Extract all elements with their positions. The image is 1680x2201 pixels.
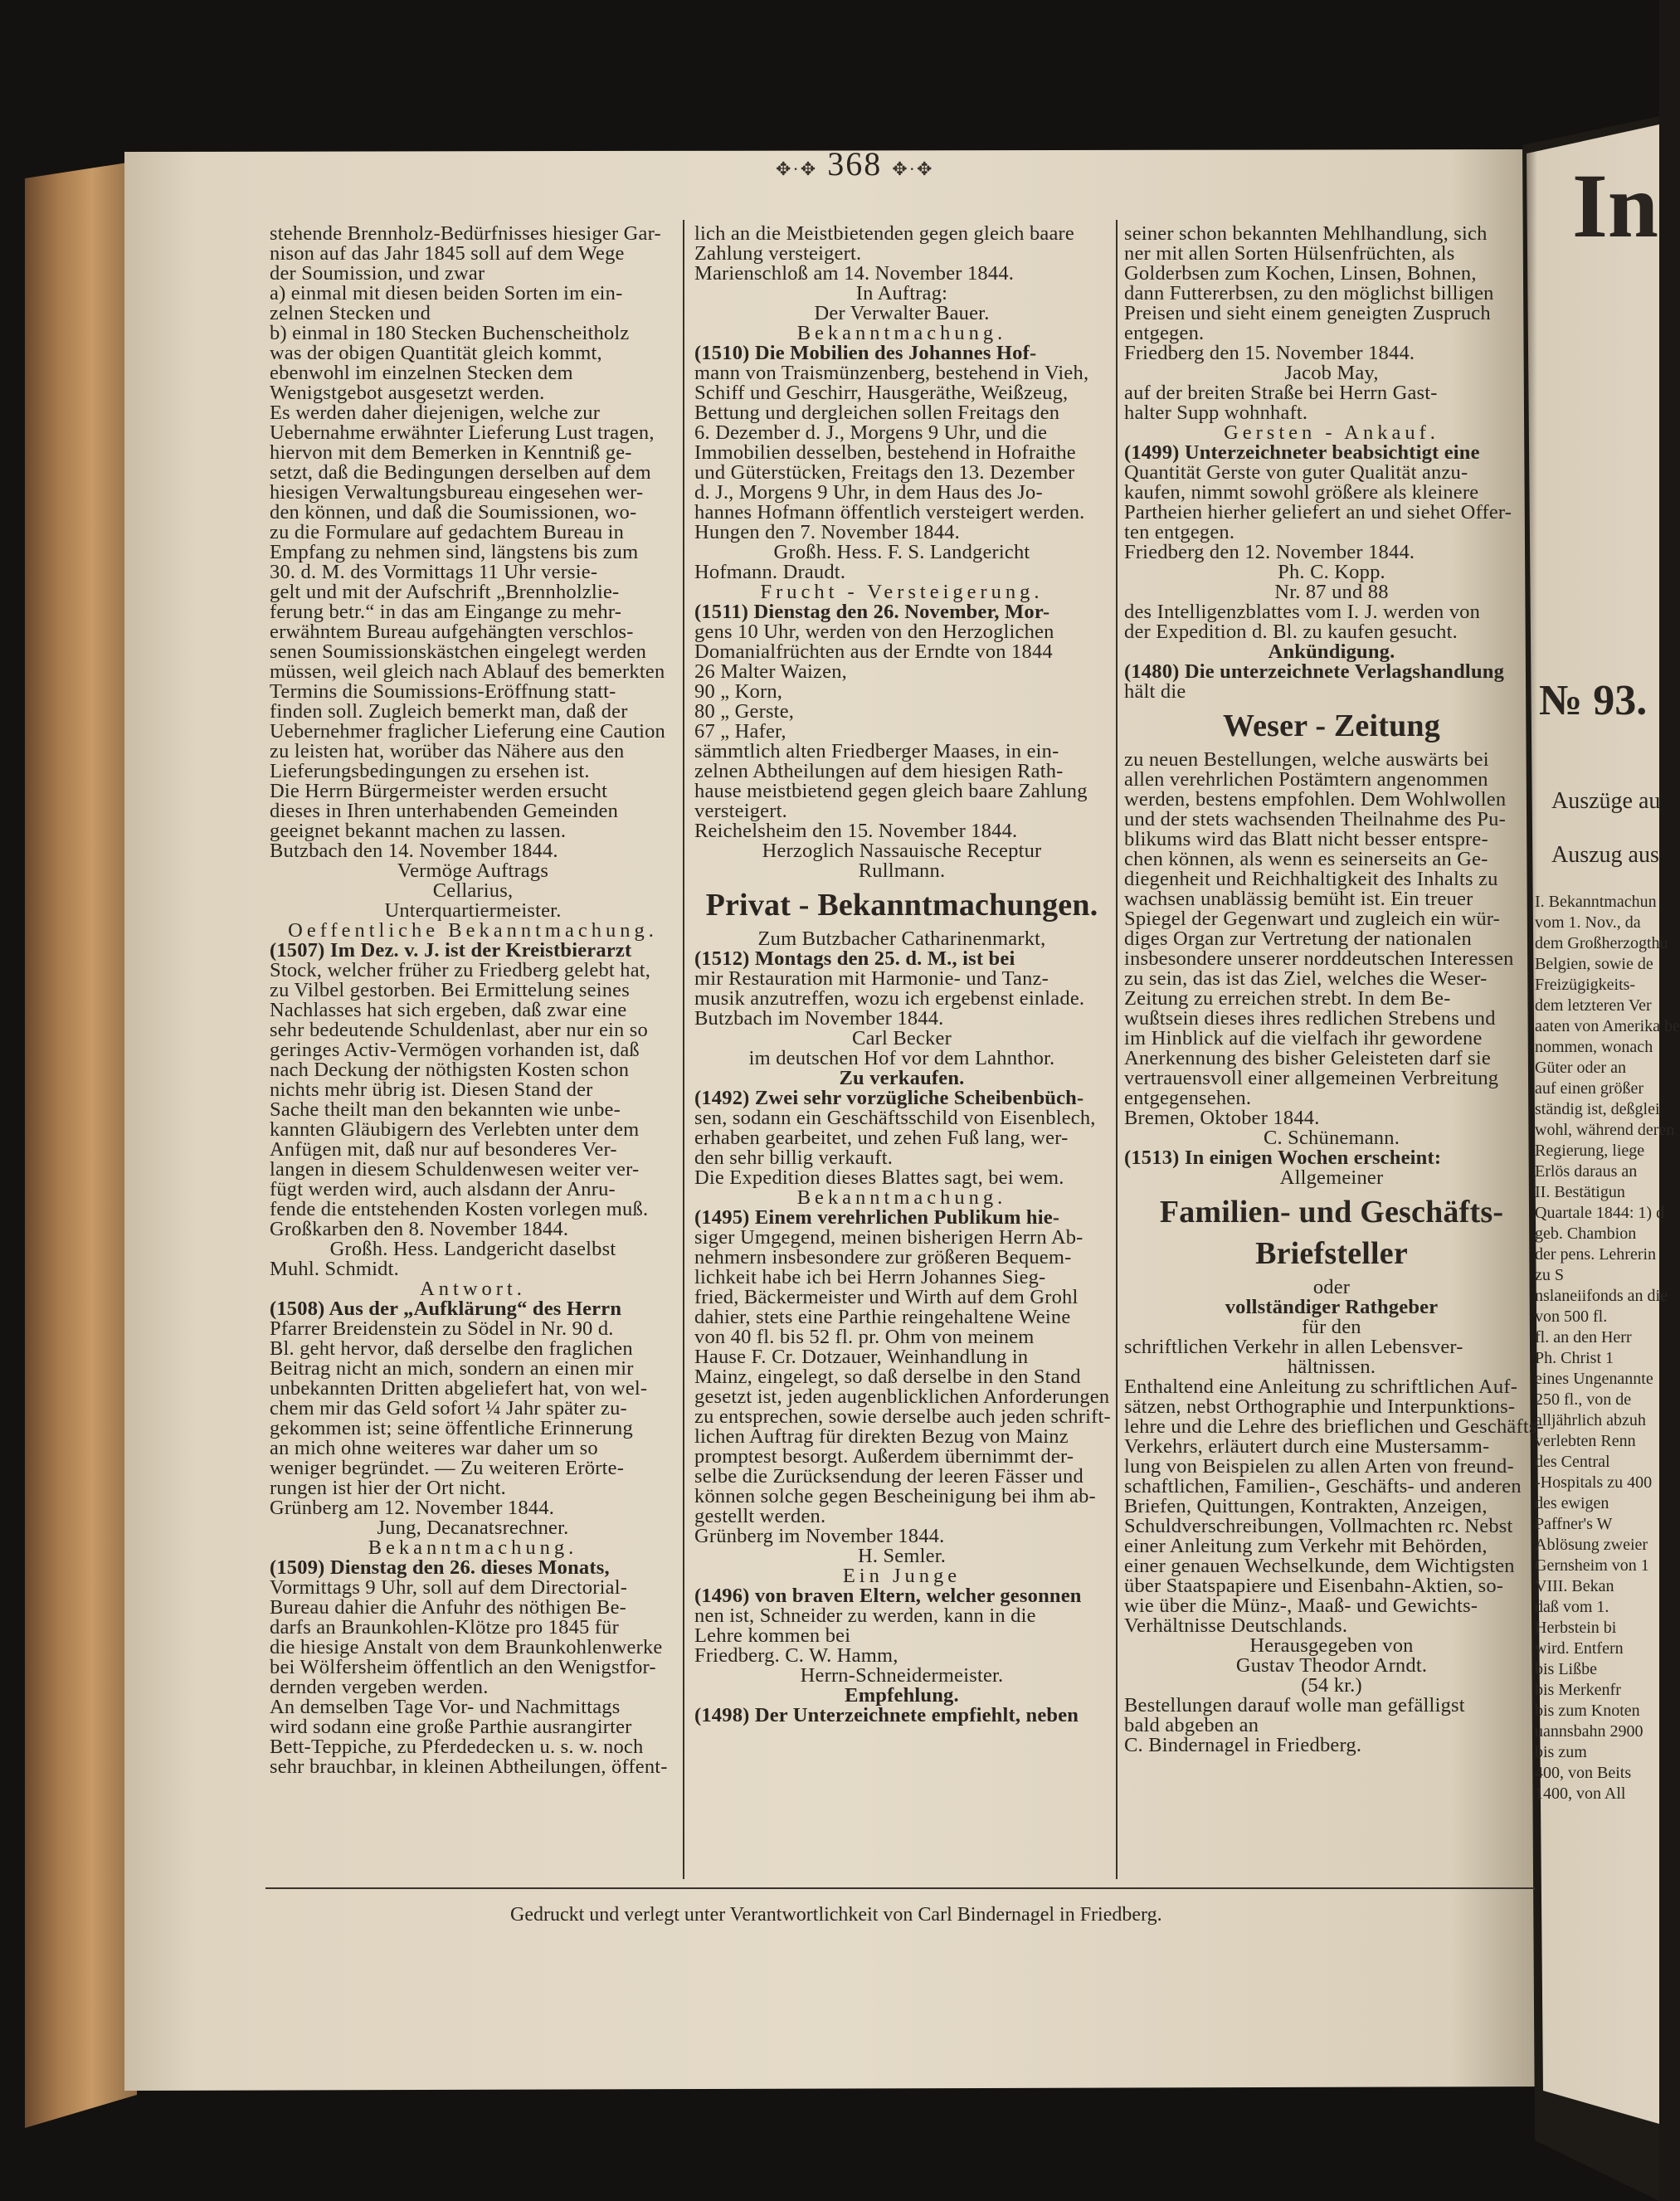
text-line: bald abgeben an (1124, 1714, 1259, 1736)
text-line: (1498) Der Unterzeichnete empfiehlt, neben (694, 1704, 1079, 1726)
text-line: d. J., Morgens 9 Uhr, in dem Haus des Jo- (694, 481, 1043, 504)
text-line: 6. Dezember d. J., Morgens 9 Uhr, und die (694, 421, 1048, 444)
text-line: Herrn-Schneidermeister. (800, 1664, 1004, 1687)
text-line: Mainz, eingelegt, so daß derselbe in den Stand (694, 1366, 1081, 1388)
right-page-line: 1400, von All (1535, 1785, 1626, 1803)
text-line: hause meistbietend gegen gleich baare Zahlung (694, 780, 1088, 802)
text-line: nen ist, Schneider zu werden, kann in die (694, 1604, 1036, 1627)
text-line: (1507) Im Dez. v. J. ist der Kreistbierarzt (270, 939, 632, 962)
text-line: Wenigstgebot ausgesetzt werden. (270, 382, 545, 404)
right-page-line: bis Merkenfr (1535, 1681, 1621, 1699)
text-line: sehr bedeutende Schuldenlast, aber nur ein so (270, 1019, 648, 1041)
text-line: an mich ohne weiteres war daher um so (270, 1437, 598, 1459)
right-page-text (1535, 892, 1680, 1804)
right-page-line: zu S (1535, 1266, 1564, 1284)
text-line: im deutschen Hof vor dem Lahnthor. (748, 1047, 1055, 1069)
text-line: sämmtlich alten Friedberger Maases, in ein- (694, 740, 1059, 762)
text-line: Lieferungsbedingungen zu ersehen ist. (270, 760, 590, 782)
text-line: mir Restauration mit Harmonie- und Tanz- (694, 967, 1049, 990)
text-line: und der stets wachsenden Theilnahme des Pu- (1124, 808, 1506, 830)
text-line: Butzbach den 14. November 1844. (270, 840, 558, 862)
text-line: bei Wölfersheim öffentlich an den Wenigstfor- (270, 1656, 656, 1678)
text-line: Termins die Soumissions-Eröffnung statt- (270, 680, 616, 703)
right-page-line: 400, von Beits (1535, 1764, 1632, 1782)
right-page-line: alljährlich abzuh (1535, 1411, 1646, 1429)
text-line: Allgemeiner (1279, 1166, 1384, 1189)
text-line: Quantität Gerste von guter Qualität anzu- (1124, 461, 1468, 484)
text-line: Jacob May, (1284, 362, 1379, 384)
text-line: Weser - Zeitung (1223, 709, 1440, 743)
text-line: Ein Junge (842, 1565, 962, 1587)
text-line: auf der breiten Straße bei Herrn Gast- (1124, 382, 1438, 404)
text-line: Hofmann. Draudt. (694, 561, 846, 583)
right-page-issue-number: № 93. (1539, 677, 1648, 724)
text-line: Uebernehmer fraglicher Lieferung eine Caution (270, 720, 666, 743)
text-line: Bettung und dergleichen sollen Freitags den (694, 402, 1060, 424)
text-line: erwähntem Bureau aufgehängten verschlos- (270, 621, 634, 643)
text-line: Verhältnisse Deutschlands. (1124, 1614, 1348, 1637)
text-line: stehende Brennholz-Bedürfnisses hiesiger Gar- (270, 222, 661, 245)
text-line: ebenwohl im einzelnen Stecken dem (270, 362, 573, 384)
text-line: (1509) Dienstag den 26. dieses Monats, (270, 1556, 610, 1579)
column-1 (270, 224, 676, 1777)
text-line: Marienschloß am 14. November 1844. (694, 262, 1015, 285)
text-line: können solche gegen Bescheinigung bei ihm ab- (694, 1485, 1096, 1507)
column-rule-1 (683, 220, 684, 1879)
text-line: halter Supp wohnhaft. (1124, 402, 1308, 424)
text-line: nach Deckung der nöthigsten Kosten schon (270, 1059, 630, 1081)
text-line: Antwort. (420, 1278, 526, 1300)
footer-rule (265, 1887, 1535, 1889)
text-line: Sache theilt man den bekannten wie unbe- (270, 1098, 621, 1121)
text-line: Immobilien desselben, bestehend in Hofraithe (694, 441, 1076, 464)
text-line: Beitrag nicht an mich, sondern an einen mir (270, 1357, 634, 1380)
text-line: In Auftrag: (855, 282, 948, 304)
text-line: langen in diesem Schuldenwesen weiter ver- (270, 1158, 640, 1181)
column-rule-2 (1116, 220, 1118, 1879)
text-line: Herausgegeben von (1249, 1634, 1414, 1657)
text-line: Domanialfrüchten aus der Erndte von 1844 (694, 640, 1053, 663)
header-ornament-right: ✥·✥ (892, 158, 934, 179)
text-line: 80 „ Gerste, (694, 700, 795, 723)
text-line: gestellt werden. (694, 1505, 826, 1527)
text-line: 30. d. M. des Vormittags 11 Uhr versie- (270, 561, 598, 583)
text-line: blikums wird das Blatt nicht besser entspre- (1124, 828, 1488, 850)
text-line: zu die Formulare auf gedachtem Bureau in (270, 521, 625, 543)
text-line: musik anzutreffen, wozu ich ergebenst einlade. (694, 987, 1085, 1010)
text-line: Die Herrn Bürgermeister werden ersucht (270, 780, 608, 802)
imprint-footer: Gedruckt und verlegt unter Verantwortlichkeit von Carl Bindernagel in Friedberg. (510, 1904, 1162, 1926)
text-line: Anfügen mit, daß nur auf besonderes Ver- (270, 1138, 617, 1161)
text-line: Der Verwalter Bauer. (814, 302, 990, 324)
right-page-line: II. Bestätigun (1535, 1183, 1625, 1201)
text-line: Empfehlung. (845, 1684, 959, 1707)
right-page-line: aaten von Amerika be (1535, 1017, 1680, 1035)
text-line: zu leisten hat, worüber das Nähere aus den (270, 740, 625, 762)
right-page-line: Freizügigkeits- (1535, 976, 1636, 994)
text-line: Reichelsheim den 15. November 1844. (694, 820, 1018, 842)
text-line: Partheien hierher geliefert an und siehet Offer- (1124, 501, 1512, 523)
text-line: wird sodann eine große Parthie ausrangirter (270, 1716, 632, 1738)
right-page-line: VIII. Bekan (1535, 1577, 1614, 1595)
right-page-line: geb. Chambion (1535, 1225, 1637, 1243)
text-line: Familien- und Geschäfts- (1159, 1195, 1504, 1230)
right-page-line: daß vom 1. (1535, 1598, 1609, 1616)
text-line: versteigert. (694, 800, 787, 822)
text-line: Großh. Hess. Landgericht daselbst (329, 1238, 616, 1260)
text-line: im Hinblick auf die vielfach ihr gewordene (1124, 1027, 1483, 1049)
right-page-line: Erlös daraus an (1535, 1162, 1638, 1181)
text-line: nichts mehr übrig ist. Diesen Stand der (270, 1079, 593, 1101)
right-page-line: Gernsheim von 1 (1535, 1556, 1649, 1575)
text-line: hannes Hofmann öffentlich versteigert werden. (694, 501, 1085, 523)
text-line: Zeitung zu erreichen strebt. In dem Be- (1124, 987, 1451, 1010)
text-line: werden, bestens empfohlen. Dem Wohlwollen (1124, 788, 1507, 811)
text-line: (1512) Montags den 25. d. M., ist bei (694, 947, 1015, 970)
text-line: (1499) Unterzeichneter beabsichtigt eine (1124, 441, 1480, 464)
text-line: Frucht - Versteigerung. (760, 581, 1044, 603)
text-line: und Güterstücken, Freitags den 13. Dezember (694, 461, 1075, 484)
right-page-line: verlebten Renn (1535, 1432, 1636, 1450)
column-3 (1124, 222, 1544, 1756)
text-line: Unterquartiermeister. (384, 899, 562, 922)
right-page-line: auf einen größer (1535, 1079, 1644, 1098)
text-line: Verkehrs, erläutert durch eine Mustersamm- (1124, 1435, 1490, 1458)
right-page-line: Regierung, liege (1535, 1142, 1645, 1160)
text-line: Bl. geht hervor, daß derselbe den fraglichen (270, 1337, 633, 1360)
right-page-line: vom 1. Nov., da (1535, 913, 1641, 932)
right-page-heading-2: Auszug aus (1551, 842, 1659, 868)
text-line: Zu verkaufen. (839, 1067, 965, 1089)
text-line: zu sein, das ist das Ziel, welches die Weser- (1124, 967, 1488, 990)
text-line: zu entsprechen, sowie derselbe auch jeden schrift- (694, 1405, 1111, 1428)
text-line: Zum Butzbacher Catharinenmarkt, (757, 928, 1046, 950)
text-line: ner mit allen Sorten Hülsenfrüchten, als (1124, 242, 1455, 265)
header-ornament-left: ✥·✥ (776, 158, 818, 179)
text-line: setzt, daß die Bedingungen derselben auf dem (270, 461, 651, 484)
text-line: Nr. 87 und 88 (1274, 581, 1389, 603)
text-line: sätzen, nebst Orthographie und Interpunktions- (1124, 1395, 1516, 1418)
text-line: a) einmal mit diesen beiden Sorten im ein- (270, 282, 623, 304)
text-line: zelnen Stecken und (270, 302, 431, 324)
text-line: dernden vergeben werden. (270, 1676, 489, 1698)
text-line: dieses in Ihren unterhabenden Gemeinden (270, 800, 619, 822)
text-line: hiesigen Verwaltungsbureau eingesehen wer- (270, 481, 644, 504)
text-line: An demselben Tage Vor- und Nachmittags (270, 1696, 621, 1718)
text-line: nison auf das Jahr 1845 soll auf dem Wege (270, 242, 625, 265)
text-line: entgegen. (1124, 322, 1205, 344)
text-line: Muhl. Schmidt. (270, 1258, 399, 1280)
text-line: Gustav Theodor Arndt. (1235, 1654, 1428, 1677)
text-line: Briefen, Quittungen, Kontrakten, Anzeigen, (1124, 1495, 1488, 1517)
text-line: Enthaltend eine Anleitung zu schriftlichen Auf- (1124, 1376, 1518, 1398)
text-line: Cellarius, (432, 879, 514, 902)
text-line: Butzbach im November 1844. (694, 1007, 944, 1030)
right-page-line: dem Großherzogthu (1535, 934, 1668, 952)
text-line: zu Vilbel gestorben. Bei Ermittelung seines (270, 979, 630, 1001)
right-page-line: Ph. Christ 1 (1535, 1349, 1614, 1367)
text-line: Vormittags 9 Uhr, soll auf dem Directorial- (270, 1576, 628, 1599)
text-line: (54 kr.) (1301, 1674, 1362, 1697)
right-page-line: 250 fl., von de (1535, 1390, 1632, 1409)
text-line: seiner schon bekannten Mehlhandlung, sich (1124, 222, 1488, 245)
text-line: Bremen, Oktober 1844. (1124, 1107, 1320, 1129)
text-line: (1508) Aus der „Aufklärung“ des Herrn (270, 1298, 622, 1320)
text-line: Carl Becker (852, 1027, 952, 1049)
text-line: Die Expedition dieses Blattes sagt, bei wem. (694, 1166, 1064, 1189)
text-line: Bekanntmachung. (796, 322, 1007, 344)
text-line: rungen ist hier der Ort nicht. (270, 1477, 506, 1499)
text-line: wußtsein dieses ihres redlichen Strebens und (1124, 1007, 1496, 1030)
text-line: hältnissen. (1287, 1356, 1376, 1378)
right-page-line: des Central (1535, 1453, 1610, 1471)
text-line: Friedberg den 12. November 1844. (1124, 541, 1415, 563)
right-page-line: nslaneiifonds an die (1535, 1287, 1668, 1305)
text-line: darfs an Braunkohlen-Klötze pro 1845 für (270, 1616, 619, 1639)
text-line: siger Umgegend, meinen bisherigen Herrn Ab- (694, 1226, 1083, 1249)
text-line: dann Futtererbsen, zu den möglichst billigen (1124, 282, 1494, 304)
text-line: der Soumission, und zwar (270, 262, 485, 285)
right-page-title-fragment: In (1572, 155, 1658, 256)
text-line: ten entgegen. (1124, 521, 1235, 543)
text-line: Rullmann. (858, 859, 946, 882)
right-page-line: ständig ist, deßglei (1535, 1100, 1660, 1118)
text-line: chen können, als wenn es seinerseits an Ge- (1124, 848, 1488, 870)
text-line: vollständiger Rathgeber (1225, 1296, 1439, 1318)
text-line: erhaben gearbeitet, und zehen Fuß lang, wer- (694, 1127, 1069, 1149)
text-line: Vermöge Auftrags (397, 859, 549, 882)
text-line: 90 „ Korn, (694, 680, 783, 703)
text-line: Nachlasses hat sich ergeben, daß zwar eine (270, 999, 627, 1021)
right-page-line: nommen, wonach (1535, 1038, 1653, 1056)
text-line: geeignet bekannt machen zu lassen. (270, 820, 567, 842)
text-line: zelnen Abtheilungen auf dem hiesigen Rath- (694, 760, 1064, 782)
right-page-line: -Hospitals zu 400 (1535, 1473, 1653, 1492)
text-line: diegenheit und Reichhaltigkeit des Inhalts zu (1124, 868, 1498, 890)
text-line: lich an die Meistbietenden gegen gleich baare (694, 222, 1074, 245)
page-number: 368 (827, 145, 883, 183)
text-line: (1492) Zwei sehr vorzügliche Scheibenbüch- (694, 1087, 1084, 1109)
text-line: Stock, welcher früher zu Friedberg gelebt hat, (270, 959, 651, 981)
text-line: b) einmal in 180 Stecken Buchenscheitholz (270, 322, 630, 344)
text-line: oder (1312, 1276, 1351, 1298)
text-line: Anerkennung des bisher Geleisteten darf sie (1124, 1047, 1491, 1069)
text-line: geringes Activ-Vermögen vorhanden ist, daß (270, 1039, 640, 1061)
right-page-line: Herbstein bi (1535, 1619, 1617, 1637)
text-line: von 40 fl. bis 52 fl. pr. Ohm von meinem (694, 1326, 1035, 1348)
text-line: vertrauensvoll einer allgemeinen Verbreitung (1124, 1067, 1499, 1089)
right-page-line: bis zum (1535, 1743, 1587, 1761)
text-line: Bekanntmachung. (368, 1536, 578, 1559)
text-line: für den (1302, 1316, 1361, 1338)
text-line: Oeffentliche Bekanntmachung. (288, 919, 658, 942)
text-line: Friedberg den 15. November 1844. (1124, 342, 1415, 364)
text-line: Lehre kommen bei (694, 1624, 851, 1647)
text-line: entgegensehen. (1124, 1087, 1252, 1109)
right-page-heading-1: Auszüge au (1551, 788, 1661, 814)
text-line: kaufen, nimmt sowohl größere als kleinere (1124, 481, 1479, 504)
text-line: hält die (1124, 680, 1186, 703)
text-line: des Intelligenzblattes vom I. J. werden von (1124, 601, 1481, 623)
text-line: Pfarrer Breidenstein zu Södel in Nr. 90 d. (270, 1317, 614, 1340)
text-line: gekommen ist; seine öffentliche Erinnerung (270, 1417, 633, 1439)
text-line: schriftlichen Verkehr in allen Lebensver- (1124, 1336, 1463, 1358)
text-line: 26 Malter Waizen, (694, 660, 847, 683)
text-line: Grünberg im November 1844. (694, 1525, 945, 1547)
text-line: dahier, stets eine Parthie reingehaltene Weine (694, 1306, 1071, 1328)
right-page-line: I. Bekanntmachun (1535, 893, 1657, 911)
text-line: gelt und mit der Aufschrift „Brennholzlie- (270, 581, 620, 603)
text-line: Ph. C. Kopp. (1278, 561, 1385, 583)
right-page-line: von 500 fl. (1535, 1307, 1608, 1326)
right-page-line: fl. an den Herr (1535, 1328, 1632, 1346)
text-line: (1511) Dienstag den 26. November, Mor- (694, 601, 1050, 623)
text-line: Hungen den 7. November 1844. (694, 521, 960, 543)
right-page-line: Quartale 1844: 1) d (1535, 1204, 1665, 1222)
right-page-line: uannsbahn 2900 (1535, 1722, 1643, 1741)
text-line: Friedberg. C. W. Hamm, (694, 1644, 898, 1667)
text-line: C. Schünemann. (1263, 1127, 1400, 1149)
text-line: lung von Beispielen zu allen Arten von freund- (1124, 1455, 1514, 1478)
text-line: Bett-Teppiche, zu Pferdedecken u. s. w. noch (270, 1736, 644, 1758)
text-line: chem mir das Geld sofort ¼ Jahr später zu- (270, 1397, 627, 1419)
right-page-line: wird. Entfern (1535, 1639, 1624, 1658)
text-line: Uebernahme erwähnter Lieferung Lust tragen, (270, 421, 655, 444)
text-line: H. Semler. (857, 1545, 947, 1567)
text-line: der Expedition d. Bl. zu kaufen gesucht. (1124, 621, 1458, 643)
text-line: wie über die Münz-, Maaß- und Gewichts- (1124, 1595, 1478, 1617)
text-line: Empfang zu nehmen sind, längstens bis zum (270, 541, 639, 563)
text-line: Großh. Hess. F. S. Landgericht (773, 541, 1030, 563)
text-line: Bestellungen darauf wolle man gefälligst (1124, 1694, 1465, 1716)
text-line: über Staatspapiere und Eisenbahn-Aktien, so- (1124, 1575, 1504, 1597)
right-page-line: Paffner's W (1535, 1515, 1613, 1533)
text-line: Schuldverschreibungen, Vollmachten rc. Nebst (1124, 1515, 1513, 1537)
text-line: Bureau dahier die Anfuhr des nöthigen Be- (270, 1596, 627, 1619)
text-line: weniger begründet. — Zu weiteren Erörte- (270, 1457, 625, 1479)
right-page-line: eines Ungenannte (1535, 1370, 1653, 1388)
right-page-line: Ablösung zweier (1535, 1536, 1648, 1554)
text-line: Ankündigung. (1268, 640, 1395, 663)
text-line: 67 „ Hafer, (694, 720, 786, 743)
text-line: lichen Auftrag für direkten Bezug von Mainz (694, 1425, 1069, 1448)
text-line: lehre und die Lehre des brieflichen und Geschäfts- (1124, 1415, 1544, 1438)
text-line: fügt werden wird, auch alsdann der Anru- (270, 1178, 616, 1200)
text-line: insbesondere unserer norddeutschen Interessen (1124, 947, 1514, 970)
page-header (776, 144, 933, 183)
text-line: Grünberg am 12. November 1844. (270, 1497, 555, 1519)
text-line: fried, Bäckermeister und Wirth auf dem Grohl (694, 1286, 1079, 1308)
text-line: mann von Traismünzenberg, bestehend in Vieh, (694, 362, 1089, 384)
text-line: müssen, weil gleich nach Ablauf des bemerkten (270, 660, 665, 683)
right-page-line: Belgien, sowie de (1535, 955, 1653, 973)
right-page-line: bis zum Knoten (1535, 1702, 1640, 1720)
text-line: diges Organ zur Vertretung der nationalen (1124, 928, 1472, 950)
text-line: unbekannten Dritten abgeliefert hat, von wel- (270, 1377, 648, 1400)
text-line: zu neuen Bestellungen, welche auswärts bei (1124, 748, 1489, 771)
right-page-line: des ewigen (1535, 1494, 1609, 1512)
right-page-line: der pens. Lehrerin (1535, 1245, 1657, 1264)
text-line: (1495) Einem verehrlichen Publikum hie- (694, 1206, 1060, 1229)
text-line: (1510) Die Mobilien des Johannes Hof- (694, 342, 1037, 364)
text-line: gens 10 Uhr, werden von den Herzoglichen (694, 621, 1054, 643)
text-line: einer genauen Wechselkunde, dem Wichtigsten (1124, 1555, 1515, 1577)
text-line: Spiegel der Gegenwart und zugleich ein wür- (1124, 908, 1501, 930)
text-line: (1496) von braven Eltern, welcher gesonnen (694, 1585, 1082, 1607)
text-line: (1513) In einigen Wochen erscheint: (1124, 1147, 1442, 1169)
text-line: Golderbsen zum Kochen, Linsen, Bohnen, (1124, 262, 1477, 285)
right-page-line: dem letzteren Ver (1535, 996, 1652, 1015)
text-line: Bekanntmachung. (796, 1186, 1007, 1209)
text-line: Briefsteller (1255, 1236, 1408, 1271)
text-line: sehr brauchbar, in kleinen Abtheilungen, öffent- (270, 1755, 668, 1778)
text-line: schaftlichen, Familien-, Geschäfts- und anderen (1124, 1475, 1522, 1497)
text-line: fende die entstehenden Kosten vorlegen muß. (270, 1198, 649, 1220)
text-line: Preisen und sieht einem geneigten Zuspruch (1124, 302, 1491, 324)
text-line: die hiesige Anstalt von dem Braunkohlenwerke (270, 1636, 663, 1658)
left-page (129, 145, 1544, 2091)
text-line: Hause F. Cr. Dotzauer, Weinhandlung in (694, 1346, 1029, 1368)
text-line: Privat - Bekanntmachungen. (705, 888, 1098, 923)
text-line: Großkarben den 8. November 1844. (270, 1218, 569, 1240)
text-line: C. Bindernagel in Friedberg. (1124, 1734, 1362, 1756)
text-line: nehmern insbesondere zur größeren Bequem- (694, 1246, 1072, 1268)
text-line: was der obigen Quantität gleich kommt, (270, 342, 602, 364)
text-line: den können, und daß die Soumissionen, wo- (270, 501, 637, 523)
text-line: gesetzt ist, jeden augenblicklichen Anforderungen (694, 1385, 1110, 1408)
right-page-line: Güter oder an (1535, 1059, 1626, 1077)
text-line: hiervon mit dem Bemerken in Kenntniß ge- (270, 441, 632, 464)
text-line: (1480) Die unterzeichnete Verlagshandlung (1124, 660, 1505, 683)
text-line: promptest besorgt. Außerdem übernimmt der- (694, 1445, 1074, 1468)
text-line: lichkeit habe ich bei Herrn Johannes Sieg- (694, 1266, 1046, 1288)
text-line: wachsen unablässig bemüht ist. Ein treuer (1124, 888, 1473, 910)
text-line: Gersten - Ankauf. (1224, 421, 1439, 444)
text-line: ferung betr.“ in das am Eingange zu mehr- (270, 601, 622, 623)
text-line: selbe die Zurücksendung der leeren Fässer und (694, 1465, 1083, 1488)
text-line: Jung, Decanatsrechner. (377, 1517, 569, 1539)
text-line: Zahlung versteigert. (694, 242, 862, 265)
text-line: finden soll. Zugleich bemerkt man, daß der (270, 700, 628, 723)
text-line: kannten Gläubigern des Verlebten unter dem (270, 1118, 640, 1141)
text-line: allen verehrlichen Postämtern angenommen (1124, 768, 1488, 791)
text-line: Herzoglich Nassauische Receptur (762, 840, 1042, 862)
text-line: Schiff und Geschirr, Hausgeräthe, Weißzeug, (694, 382, 1069, 404)
right-page-line: wohl, während deren (1535, 1121, 1675, 1139)
column-2 (694, 224, 1109, 1726)
text-line: den sehr billig verkauft. (694, 1147, 894, 1169)
text-line: Es werden daher diejenigen, welche zur (270, 402, 601, 424)
right-page-line: bis Lißbe (1535, 1660, 1597, 1678)
text-line: einer Anleitung zum Verkehr mit Behörden, (1124, 1535, 1488, 1557)
text-line: sen, sodann ein Geschäftsschild von Eisenblech, (694, 1107, 1096, 1129)
text-line: senen Soumissionskästchen eingelegt werden (270, 640, 647, 663)
